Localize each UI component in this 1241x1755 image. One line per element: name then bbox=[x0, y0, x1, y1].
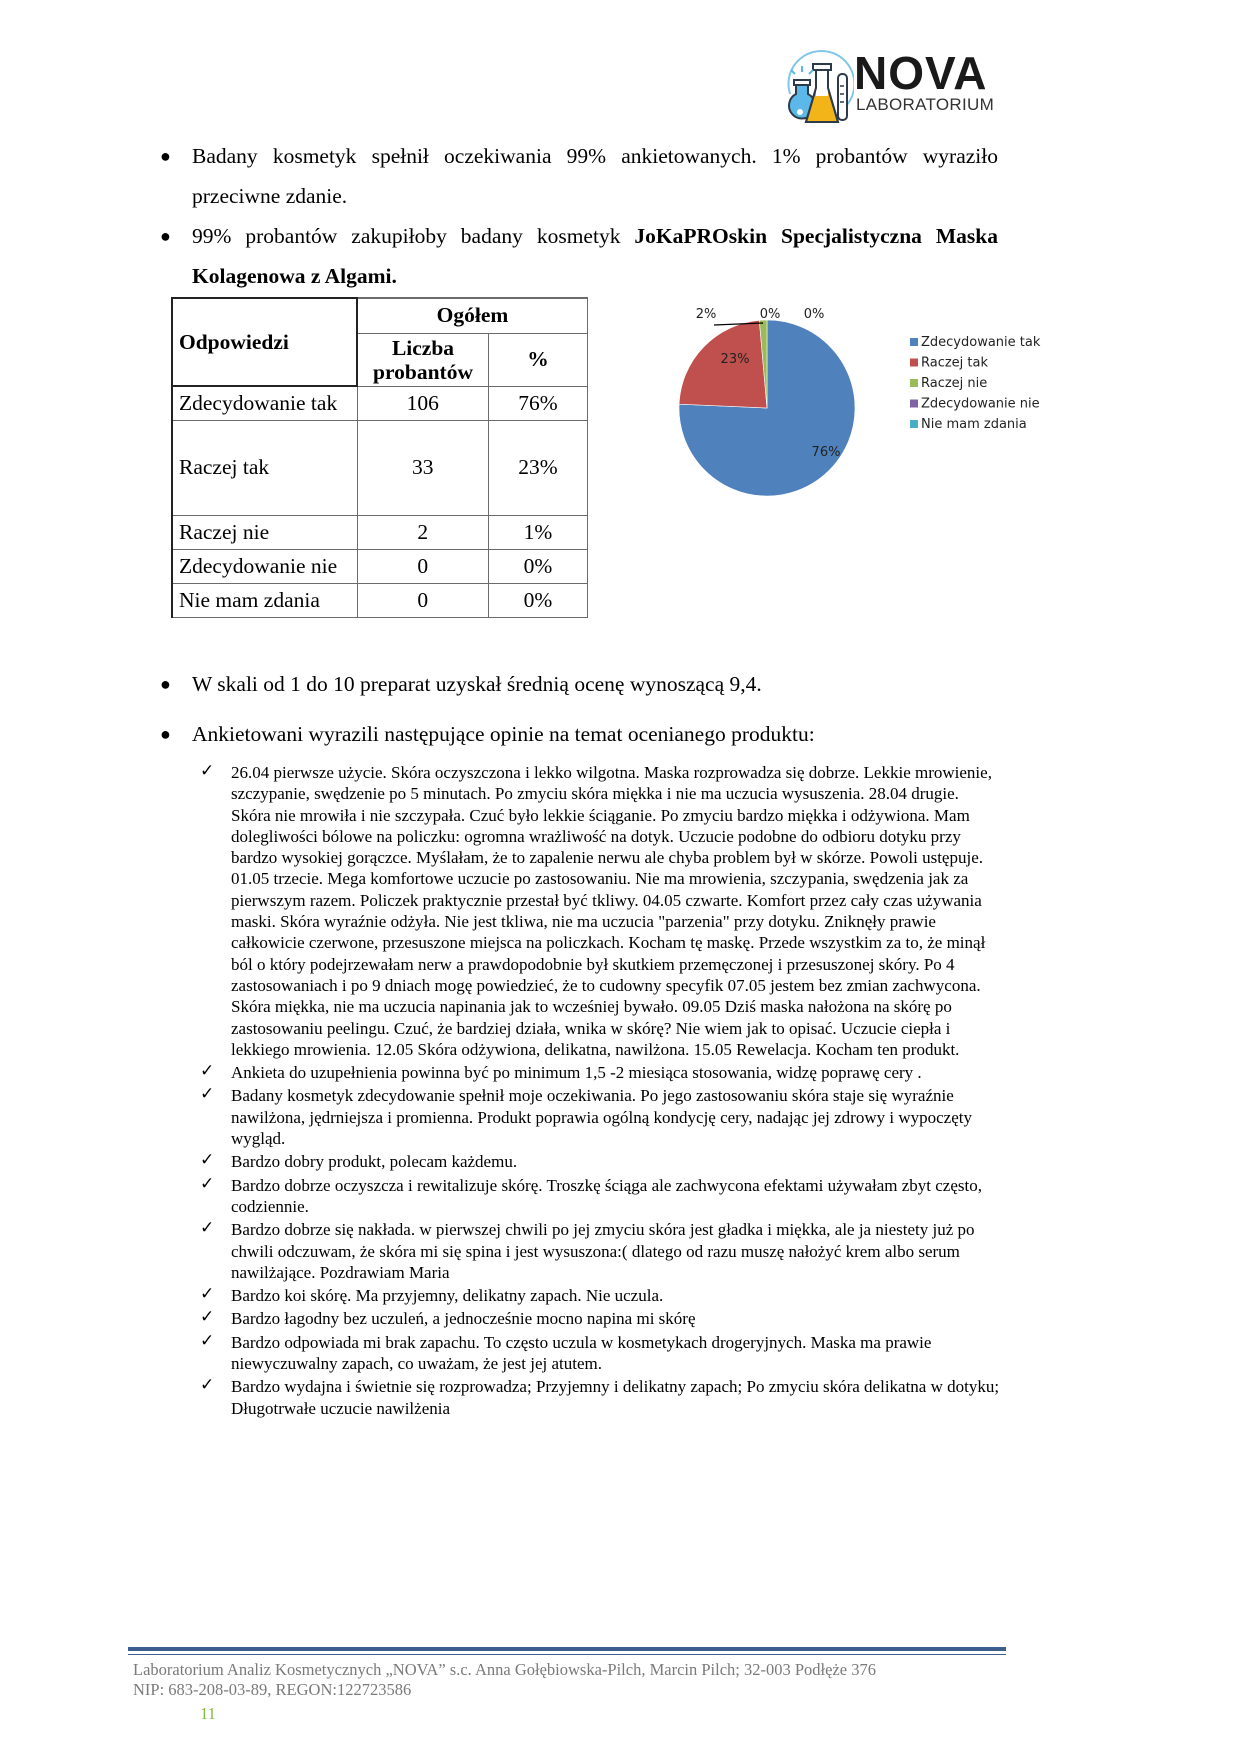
legend-swatch bbox=[910, 379, 918, 387]
row-percent: 0% bbox=[489, 549, 588, 583]
row-count: 2 bbox=[357, 515, 489, 549]
bullet-text: Ankietowani wyrazili następujące opinie na temat ocenianego produktu: bbox=[192, 722, 815, 746]
data-label-raczej-nie: 2% bbox=[695, 307, 717, 322]
opinion-item bbox=[200, 1219, 1000, 1283]
row-label: Nie mam zdania bbox=[172, 583, 357, 617]
opinion-text: Bardzo koi skórę. Ma przyjemny, delikatny zapach. Nie uczula. bbox=[231, 1286, 664, 1306]
opinion-item bbox=[200, 1175, 1000, 1218]
legend-label: Nie mam zdania bbox=[921, 417, 1027, 432]
logo-subtitle: LABORATORIUM bbox=[856, 95, 995, 114]
row-label: Raczej tak bbox=[172, 420, 357, 515]
checkmark-icon: ✓ bbox=[200, 1084, 215, 1105]
opinion-item bbox=[200, 1151, 1000, 1172]
checkmark-icon: ✓ bbox=[200, 1284, 215, 1305]
checkmark-icon: ✓ bbox=[200, 1375, 215, 1396]
table-row bbox=[172, 583, 588, 617]
row-count: 33 bbox=[357, 420, 489, 515]
data-label-raczej-tak: 23% bbox=[720, 352, 750, 367]
legend-swatch bbox=[910, 338, 918, 346]
bullet-text: W skali od 1 do 10 preparat uzyskał średnią ocenę wynoszącą 9,4. bbox=[192, 672, 762, 696]
checkmark-icon: ✓ bbox=[200, 1307, 215, 1328]
opinion-text: Badany kosmetyk zdecydowanie spełnił moje oczekiwania. Po jego zastosowaniu skóra staje się wyraźnie nawilżona, jędrniejsza i promienna. Produkt poprawia ogólną kondycję cery, nadając jej zdrowy i wypoczęty wygląd. bbox=[231, 1086, 972, 1149]
header-answers: Odpowiedzi bbox=[172, 298, 357, 386]
row-label: Zdecydowanie nie bbox=[172, 549, 357, 583]
bullet-text-line1: Badany kosmetyk spełnił oczekiwania 99% ankietowanych. 1% probantów wyraziło bbox=[192, 144, 998, 168]
row-percent: 1% bbox=[489, 515, 588, 549]
footer-rule-thin bbox=[128, 1654, 1006, 1655]
checkmark-icon: ✓ bbox=[200, 1330, 215, 1351]
nova-logo bbox=[780, 44, 1000, 128]
opinion-text: 26.04 pierwsze użycie. Skóra oczyszczona i lekko wilgotna. Maska rozprowadza się dobrze. Lekkie mrowienie, szczypanie, swędzenie po 5 minutach. Po zmyciu skóra miękka i nie ma uczucia wysuszenia. 28.04 drugie. Skóra nie mrowiła i nie szczypała. Czuć było lekkie ściąganie. Po zmyciu bardzo miękka i odżywiona. Mam dolegliwości bólowe na policzku: ogromna wrażliwość na dotyk. Uczucie podobne do odbioru dotyku przy bardzo wysokiej gorączce. Myślałam, że to zapalenie nerwu ale chyba problem był w skórze. Powoli ustępuje. 01.05 trzecie. Mega komfortowe uczucie po zastosowaniu. Nie ma mrowienia, szczypania, swędzenia jak za pierwszym razem. Policzek praktycznie przestał być tkliwy. 04.05 czwarte. Komfort przez cały czas używania maski. Skóra wyraźnie odżyła. Nie jest tkliwa, nie ma uczucia "parzenia" przy dotyku. Zniknęły prawie całkowicie czerwone, przesuszone miejsca na policzkach. Kocham tę maskę. Przede wszystkim za to, że minął ból o który podejrzewałam nerw a prawdopodobnie był skutkiem przemęczonej i przesuszonej skóry. Po 4 zastosowaniach i po 9 dniach mogę powiedzieć, że to cudowny specyfik 07.05 jestem bez zmian zachwycona. Skóra miękka, nie ma uczucia napinania jak to wcześniej bywało. 09.05 Dziś maska nałożona na skórę po zastosowaniu peelingu. Czuć, że bardziej działa, wnika w skórę? Nie wiem jak to opisać. Uczucie ciepła i lekkiego mrowienia. 12.05 Skóra odżywiona, delikatna, nawilżona. 15.05 Rewelacja. Kocham ten produkt. bbox=[231, 763, 992, 1059]
product-name-part2: Kolagenowa z Algami. bbox=[192, 264, 397, 288]
data-label-zdecydowanie-nie: 0% bbox=[759, 307, 781, 322]
bullet-purchase bbox=[160, 216, 998, 296]
row-count: 0 bbox=[357, 549, 489, 583]
legend-label: Zdecydowanie nie bbox=[921, 396, 1040, 412]
bullet-text-line2: przeciwne zdanie. bbox=[192, 184, 348, 208]
table-row bbox=[172, 420, 588, 515]
product-name-part1: JoKaPROskin Specjalistyczna Maska bbox=[634, 224, 999, 248]
table-row bbox=[172, 549, 588, 583]
bullet-icon: ● bbox=[160, 674, 171, 694]
legend-swatch bbox=[910, 400, 918, 408]
footer-company: Laboratorium Analiz Kosmetycznych „NOVA” s.c. Anna Gołębiowska-Pilch, Marcin Pilch; 32-003 Podłęże 376 bbox=[133, 1660, 876, 1679]
legend-label: Raczej tak bbox=[921, 355, 989, 371]
checkmark-icon: ✓ bbox=[200, 1173, 215, 1194]
checkmark-icon: ✓ bbox=[200, 1150, 215, 1171]
table-row bbox=[172, 386, 588, 420]
header-count: Liczba probantów bbox=[357, 333, 489, 386]
opinion-item bbox=[200, 1085, 1000, 1149]
lab-flasks-icon bbox=[780, 44, 854, 128]
opinion-item bbox=[200, 762, 1000, 1060]
logo-title: NOVA bbox=[854, 47, 988, 99]
checkmark-icon: ✓ bbox=[200, 1218, 215, 1239]
bullet-rating bbox=[160, 664, 998, 704]
legend-swatch bbox=[910, 359, 918, 367]
legend-label: Zdecydowanie tak bbox=[921, 335, 1041, 350]
bullet-text: 99% probantów zakupiłoby badany kosmetyk bbox=[192, 224, 635, 248]
opinion-text: Bardzo wydajna i świetnie się rozprowadza; Przyjemny i delikatny zapach; Po zmyciu skóra delikatna w dotyku; Długotrwałe uczucie nawilżenia bbox=[231, 1377, 1000, 1418]
checkmark-icon: ✓ bbox=[200, 1061, 215, 1082]
opinion-text: Bardzo dobrze oczyszcza i rewitalizuje skórę. Troszkę ściąga ale zachwycona efektami używałam zbyt często, codziennie. bbox=[231, 1175, 982, 1216]
header-group: Ogółem bbox=[357, 298, 588, 333]
opinion-item bbox=[200, 1332, 1000, 1375]
bullet-icon: ● bbox=[160, 226, 171, 246]
footer bbox=[133, 1660, 876, 1700]
footer-ids: NIP: 683-208-03-89, REGON:122723586 bbox=[133, 1680, 412, 1699]
row-percent: 23% bbox=[489, 420, 588, 515]
row-label: Zdecydowanie tak bbox=[172, 386, 357, 420]
opinion-item bbox=[200, 1376, 1000, 1419]
opinion-text: Bardzo dobrze się nakłada. w pierwszej chwili po jej zmyciu skóra jest gładka i miękka, ale ja niestety już po chwili odczuwam, że skóra mi się spina i jest wysuszona:( dlatego od razu muszę nałożyć krem albo serum nawilżające. Pozdrawiam Maria bbox=[231, 1220, 975, 1282]
bullet-opinions-intro bbox=[160, 714, 998, 754]
table-row bbox=[172, 515, 588, 549]
page-number: 11 bbox=[200, 1704, 216, 1723]
data-label-zdecydowanie-tak: 76% bbox=[811, 445, 841, 460]
row-count: 0 bbox=[357, 583, 489, 617]
bullet-expectations bbox=[160, 136, 998, 216]
opinion-text: Bardzo dobry produkt, polecam każdemu. bbox=[231, 1152, 518, 1172]
opinion-text: Bardzo odpowiada mi brak zapachu. To często uczula w kosmetykach drogeryjnych. Maska ma prawie niewyczuwalny zapach, co uważam, że jest jej atutem. bbox=[231, 1332, 932, 1374]
bullet-icon: ● bbox=[160, 146, 171, 166]
row-count: 106 bbox=[357, 386, 489, 420]
bullet-icon: ● bbox=[160, 724, 171, 744]
footer-rule bbox=[128, 1647, 1006, 1651]
opinion-item bbox=[200, 1062, 1000, 1083]
opinion-text: Bardzo łagodny bez uczuleń, a jednocześnie mocno napina mi skórę bbox=[231, 1309, 696, 1329]
checkmark-icon: ✓ bbox=[200, 761, 215, 781]
header-percent: % bbox=[489, 333, 588, 386]
pie-chart bbox=[660, 298, 1080, 513]
opinion-item bbox=[200, 1285, 1000, 1306]
row-percent: 0% bbox=[489, 583, 588, 617]
opinion-item bbox=[200, 1308, 1000, 1329]
legend-label: Raczej nie bbox=[921, 376, 988, 391]
row-label: Raczej nie bbox=[172, 515, 357, 549]
legend-swatch bbox=[910, 420, 918, 428]
row-percent: 76% bbox=[489, 386, 588, 420]
survey-results-table bbox=[171, 297, 588, 618]
data-label-nie-mam-zdania: 0% bbox=[803, 307, 825, 322]
opinions-list bbox=[200, 762, 1000, 1421]
opinion-text: Ankieta do uzupełnienia powinna być po minimum 1,5 -2 miesiąca stosowania, widzę poprawę cery . bbox=[231, 1063, 922, 1083]
pie-chart-svg bbox=[660, 298, 1080, 513]
